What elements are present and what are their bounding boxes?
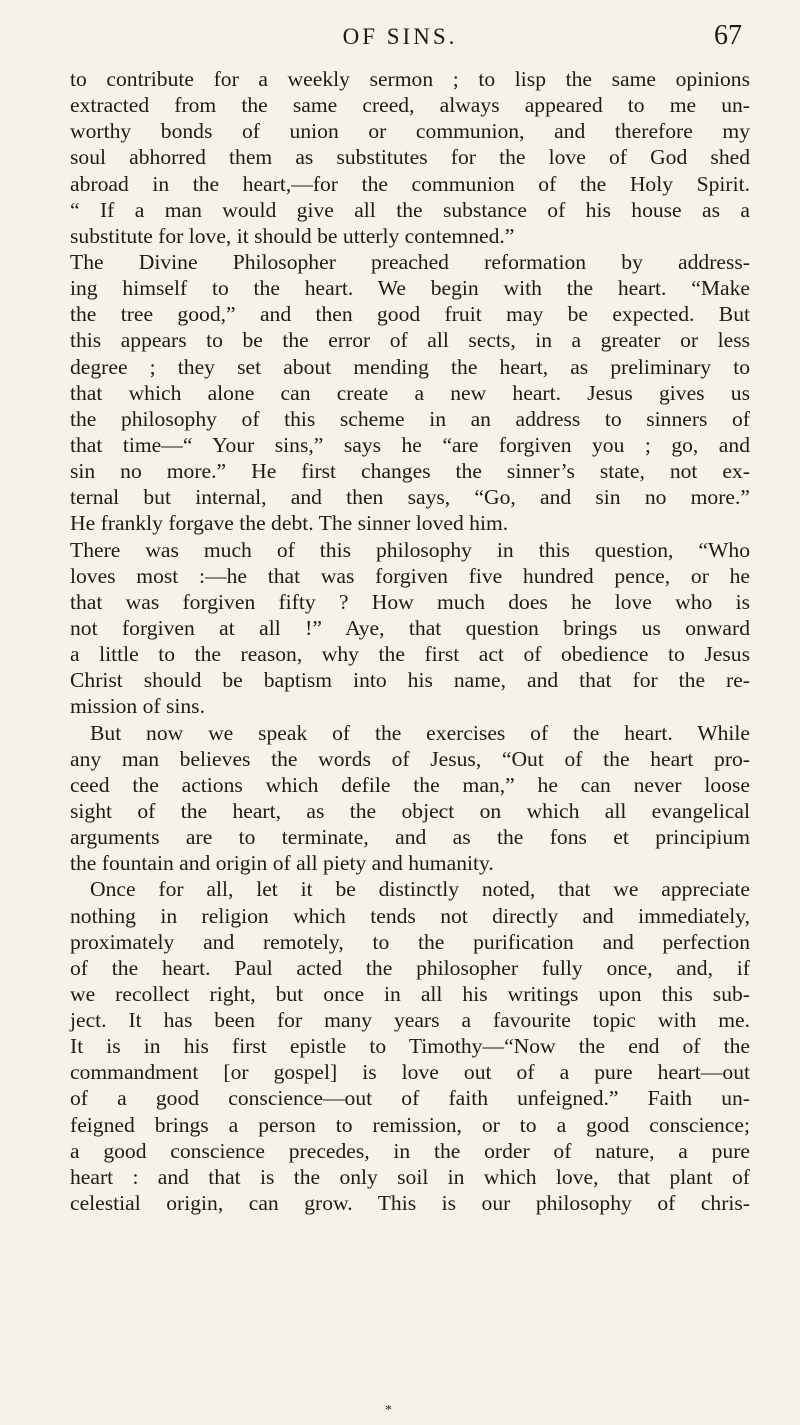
body-text bbox=[70, 66, 750, 1216]
text-line: abroad in the heart,—for the communion of the Holy Spirit. bbox=[70, 171, 750, 196]
text-line: ceed the actions which defile the man,” he can never loose bbox=[70, 772, 750, 797]
text-line: “ If a man would give all the substance of his house as a bbox=[70, 197, 750, 222]
text-line: the philosophy of this scheme in an address to sinners of bbox=[70, 406, 750, 431]
text-line: substitute for love, it should be utterly contemned.” bbox=[70, 223, 515, 248]
text-line: There was much of this philosophy in this question, “Who bbox=[70, 537, 750, 562]
text-line: a good conscience precedes, in the order of nature, a pure bbox=[70, 1138, 750, 1163]
running-head bbox=[0, 20, 800, 56]
text-line: arguments are to terminate, and as the fons et principium bbox=[70, 825, 750, 850]
text-line: that which alone can create a new heart. Jesus gives us bbox=[70, 380, 750, 405]
text-line: extracted from the same creed, always appeared to me un- bbox=[70, 93, 750, 118]
text-line: sight of the heart, as the object on which all evangelical bbox=[70, 798, 750, 823]
signature-mark: * bbox=[385, 1403, 392, 1418]
text-line: the fountain and origin of all piety and humanity. bbox=[70, 851, 494, 876]
text-line: a little to the reason, why the first act of obedience to Jesus bbox=[70, 642, 750, 667]
text-line: ternal but internal, and then says, “Go, and sin no more.” bbox=[70, 485, 750, 510]
text-line: that time—“ Your sins,” says he “are forgiven you ; go, and bbox=[70, 432, 750, 457]
page-number: 67 bbox=[714, 20, 742, 51]
text-line: proximately and remotely, to the purification and perfection bbox=[70, 929, 750, 954]
text-line: not forgiven at all !” Aye, that question brings us onward bbox=[70, 615, 750, 640]
text-line: nothing in religion which tends not directly and immediately, bbox=[70, 903, 750, 928]
text-line: any man believes the words of Jesus, “Out of the heart pro- bbox=[70, 746, 750, 771]
text-line: commandment [or gospel] is love out of a pure heart—out bbox=[70, 1060, 750, 1085]
text-line: ject. It has been for many years a favourite topic with me. bbox=[70, 1008, 750, 1033]
text-line: ing himself to the heart. We begin with the heart. “Make bbox=[70, 276, 750, 301]
text-line: celestial origin, can grow. This is our philosophy of chris- bbox=[70, 1191, 750, 1216]
text-line: we recollect right, but once in all his writings upon this sub- bbox=[70, 981, 750, 1006]
text-line: worthy bonds of union or communion, and therefore my bbox=[70, 119, 750, 144]
text-line: feigned brings a person to remission, or to a good conscience; bbox=[70, 1112, 750, 1137]
text-line: loves most :—he that was forgiven five hundred pence, or he bbox=[70, 563, 750, 588]
text-line: the tree good,” and then good fruit may be expected. But bbox=[70, 302, 750, 327]
text-line: degree ; they set about mending the heart, as preliminary to bbox=[70, 354, 750, 379]
text-line: It is in his first epistle to Timothy—“Now the end of the bbox=[70, 1034, 750, 1059]
text-line: The Divine Philosopher preached reformation by address- bbox=[70, 249, 750, 274]
text-line: Christ should be baptism into his name, and that for the re- bbox=[70, 668, 750, 693]
text-line: soul abhorred them as substitutes for the love of God shed bbox=[70, 145, 750, 170]
text-line: But now we speak of the exercises of the heart. While bbox=[90, 720, 750, 745]
text-line: of the heart. Paul acted the philosopher fully once, and, if bbox=[70, 955, 750, 980]
text-line: heart : and that is the only soil in which love, that plant of bbox=[70, 1164, 750, 1189]
text-line: sin no more.” He first changes the sinner’s state, not ex- bbox=[70, 459, 750, 484]
text-line: He frankly forgave the debt. The sinner loved him. bbox=[70, 511, 509, 536]
text-line: that was forgiven fifty ? How much does he love who is bbox=[70, 589, 750, 614]
text-line: mission of sins. bbox=[70, 694, 205, 719]
text-line: this appears to be the error of all sects, in a greater or less bbox=[70, 328, 750, 353]
text-line: Once for all, let it be distinctly noted, that we appreciate bbox=[90, 877, 750, 902]
text-line: to contribute for a weekly sermon ; to lisp the same opinions bbox=[70, 67, 750, 91]
text-line: of a good conscience—out of faith unfeigned.” Faith un- bbox=[70, 1086, 750, 1111]
running-title: OF SINS. bbox=[342, 24, 458, 49]
